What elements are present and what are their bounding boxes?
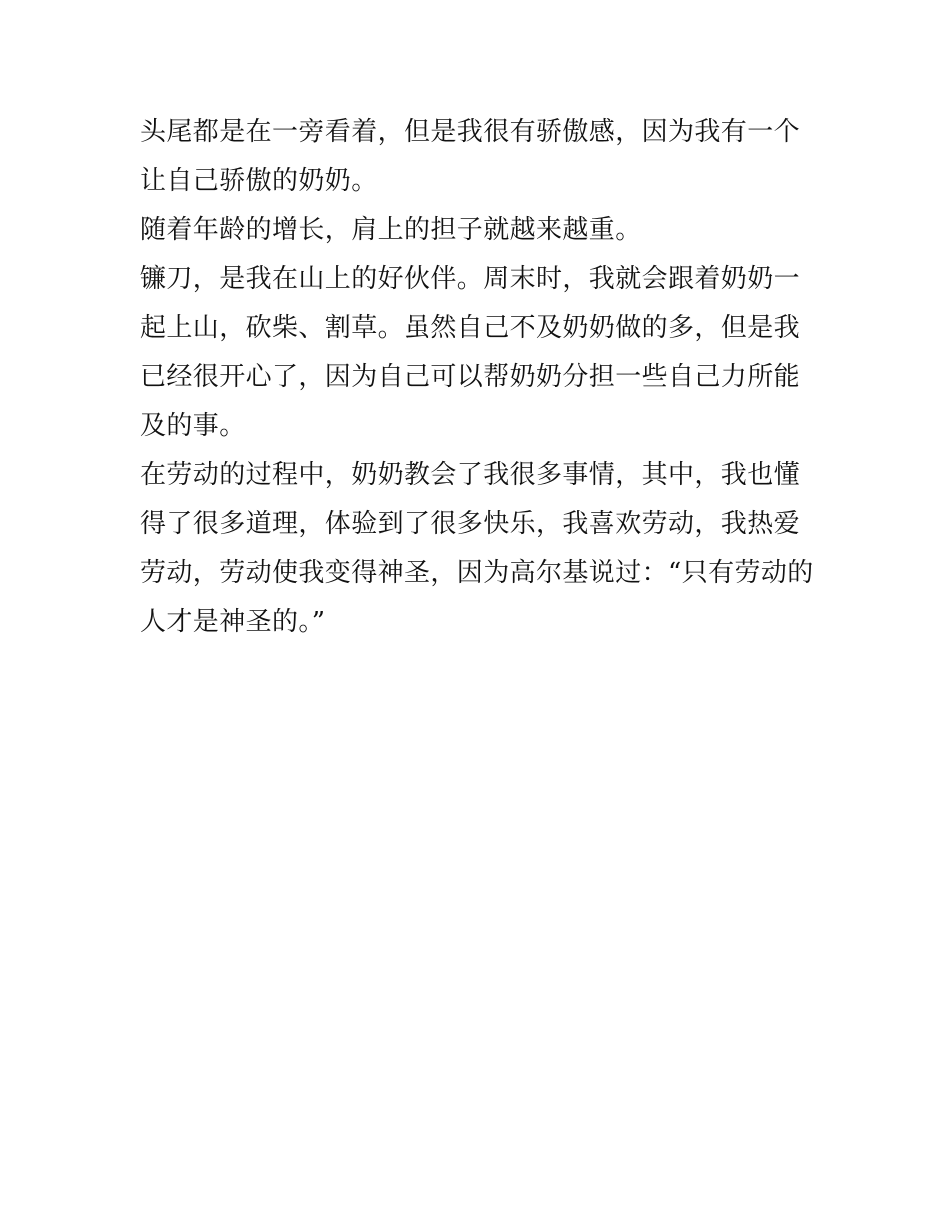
paragraph: 在劳动的过程中，奶奶教会了我很多事情，其中，我也懂得了很多道理，体验到了很多快乐，我喜欢劳动，我热爱劳动，劳动使我变得神圣，因为高尔基说过：“只有劳动的人才是神圣的。” xyxy=(140,460,814,637)
document-body xyxy=(140,108,820,647)
paragraph: 随着年龄的增长，肩上的担子就越来越重。 xyxy=(140,215,642,245)
paragraph: 镰刀，是我在山上的好伙伴。周末时，我就会跟着奶奶一起上山，砍柴、割草。虽然自己不及奶奶做的多，但是我已经很开心了，因为自己可以帮奶奶分担一些自己力所能及的事。 xyxy=(140,264,801,441)
paragraph: 头尾都是在一旁看着，但是我很有骄傲感，因为我有一个让自己骄傲的奶奶。 xyxy=(140,117,801,196)
